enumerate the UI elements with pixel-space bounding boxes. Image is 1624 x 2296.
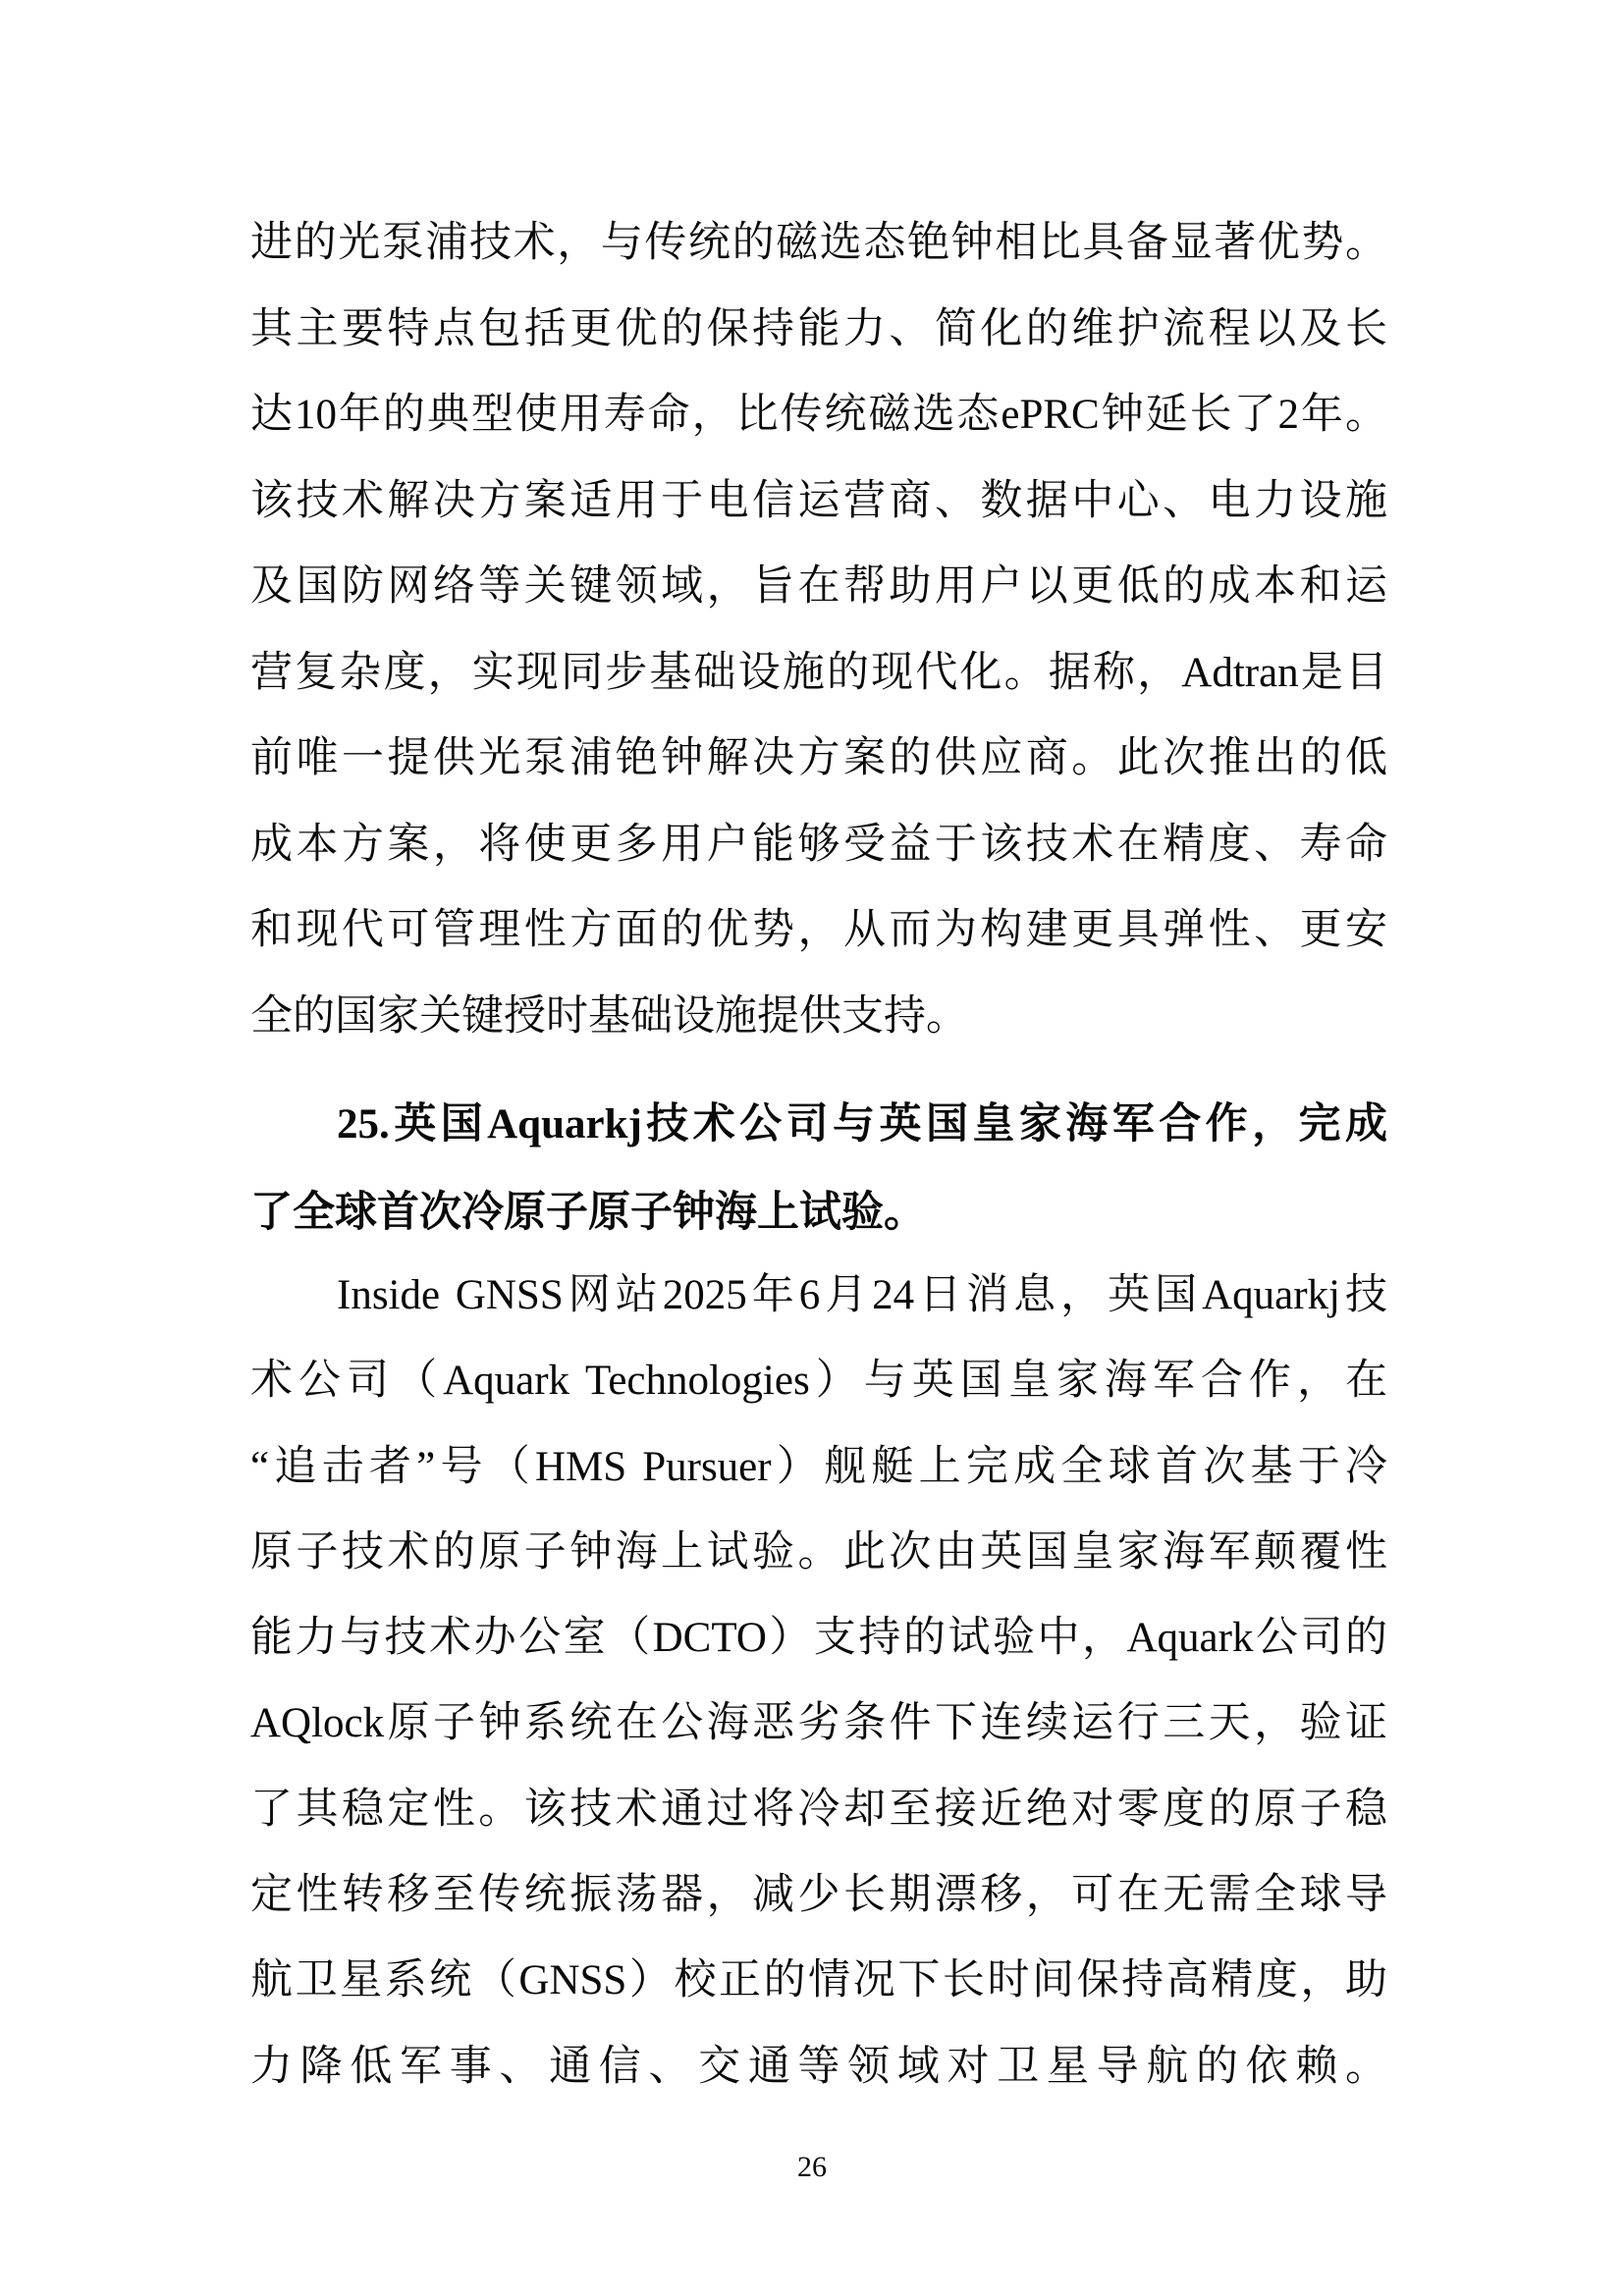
paragraph-line: 术公司（Aquark Technologies）与英国皇家海军合作，在	[250, 1358, 1387, 1405]
paragraph-line: 和现代可管理性方面的优势，从而为构建更具弹性、更安	[250, 907, 1387, 953]
paragraph-line: 前唯一提供光泵浦铯钟解决方案的供应商。此次推出的低	[250, 735, 1387, 781]
paragraph-line: 该技术解决方案适用于电信运营商、数据中心、电力设施	[250, 477, 1387, 524]
paragraph-line: 营复杂度，实现同步基础设施的现代化。据称，Adtran是目	[250, 649, 1387, 696]
section-heading	[250, 1081, 1387, 1257]
paragraph-line: 成本方案，将使更多用户能够受益于该技术在精度、寿命	[250, 821, 1387, 868]
paragraph-line: 其主要特点包括更优的保持能力、简化的维护流程以及长	[250, 305, 1387, 352]
paragraph-line: AQlock原子钟系统在公海恶劣条件下连续运行三天，验证	[250, 1700, 1387, 1747]
body-paragraph	[250, 1253, 1387, 2109]
heading-line: 25.英国Aquarkj技术公司与英国皇家海军合作，完成	[337, 1101, 1387, 1148]
paragraph-line: 达10年的典型使用寿命，比传统磁选态ePRC钟延长了2年。	[250, 392, 1387, 438]
paragraph-line: 了其稳定性。该技术通过将冷却至接近绝对零度的原子稳	[250, 1786, 1387, 1833]
paragraph-line: Inside GNSS网站2025年6月24日消息，英国Aquarkj技	[337, 1272, 1387, 1318]
paragraph-line: 原子技术的原子钟海上试验。此次由英国皇家海军颠覆性	[250, 1528, 1387, 1575]
paragraph-line: 定性转移至传统振荡器，减少长期漂移，可在无需全球导	[250, 1872, 1387, 1919]
heading-line: 了全球首次冷原子原子钟海上试验。	[250, 1190, 926, 1236]
paragraph-line: 力降低军事、通信、交通等领域对卫星导航的依赖。	[250, 2043, 1387, 2090]
paragraph-line: 能力与技术办公室（DCTO）支持的试验中，Aquark公司的	[250, 1615, 1387, 1662]
body-paragraph-continued	[250, 200, 1387, 1059]
page-number: 26	[797, 2151, 827, 2183]
paragraph-line: 进的光泵浦技术，与传统的磁选态铯钟相比具备显著优势。	[250, 220, 1387, 266]
paragraph-line: 全的国家关键授时基础设施提供支持。	[250, 992, 968, 1040]
paragraph-line: “追击者”号（HMS Pursuer）舰艇上完成全球首次基于冷	[250, 1443, 1387, 1490]
paragraph-line: 航卫星系统（GNSS）校正的情况下长时间保持高精度，助	[250, 1957, 1387, 2004]
paragraph-line: 及国防网络等关键领域，旨在帮助用户以更低的成本和运	[250, 563, 1387, 610]
